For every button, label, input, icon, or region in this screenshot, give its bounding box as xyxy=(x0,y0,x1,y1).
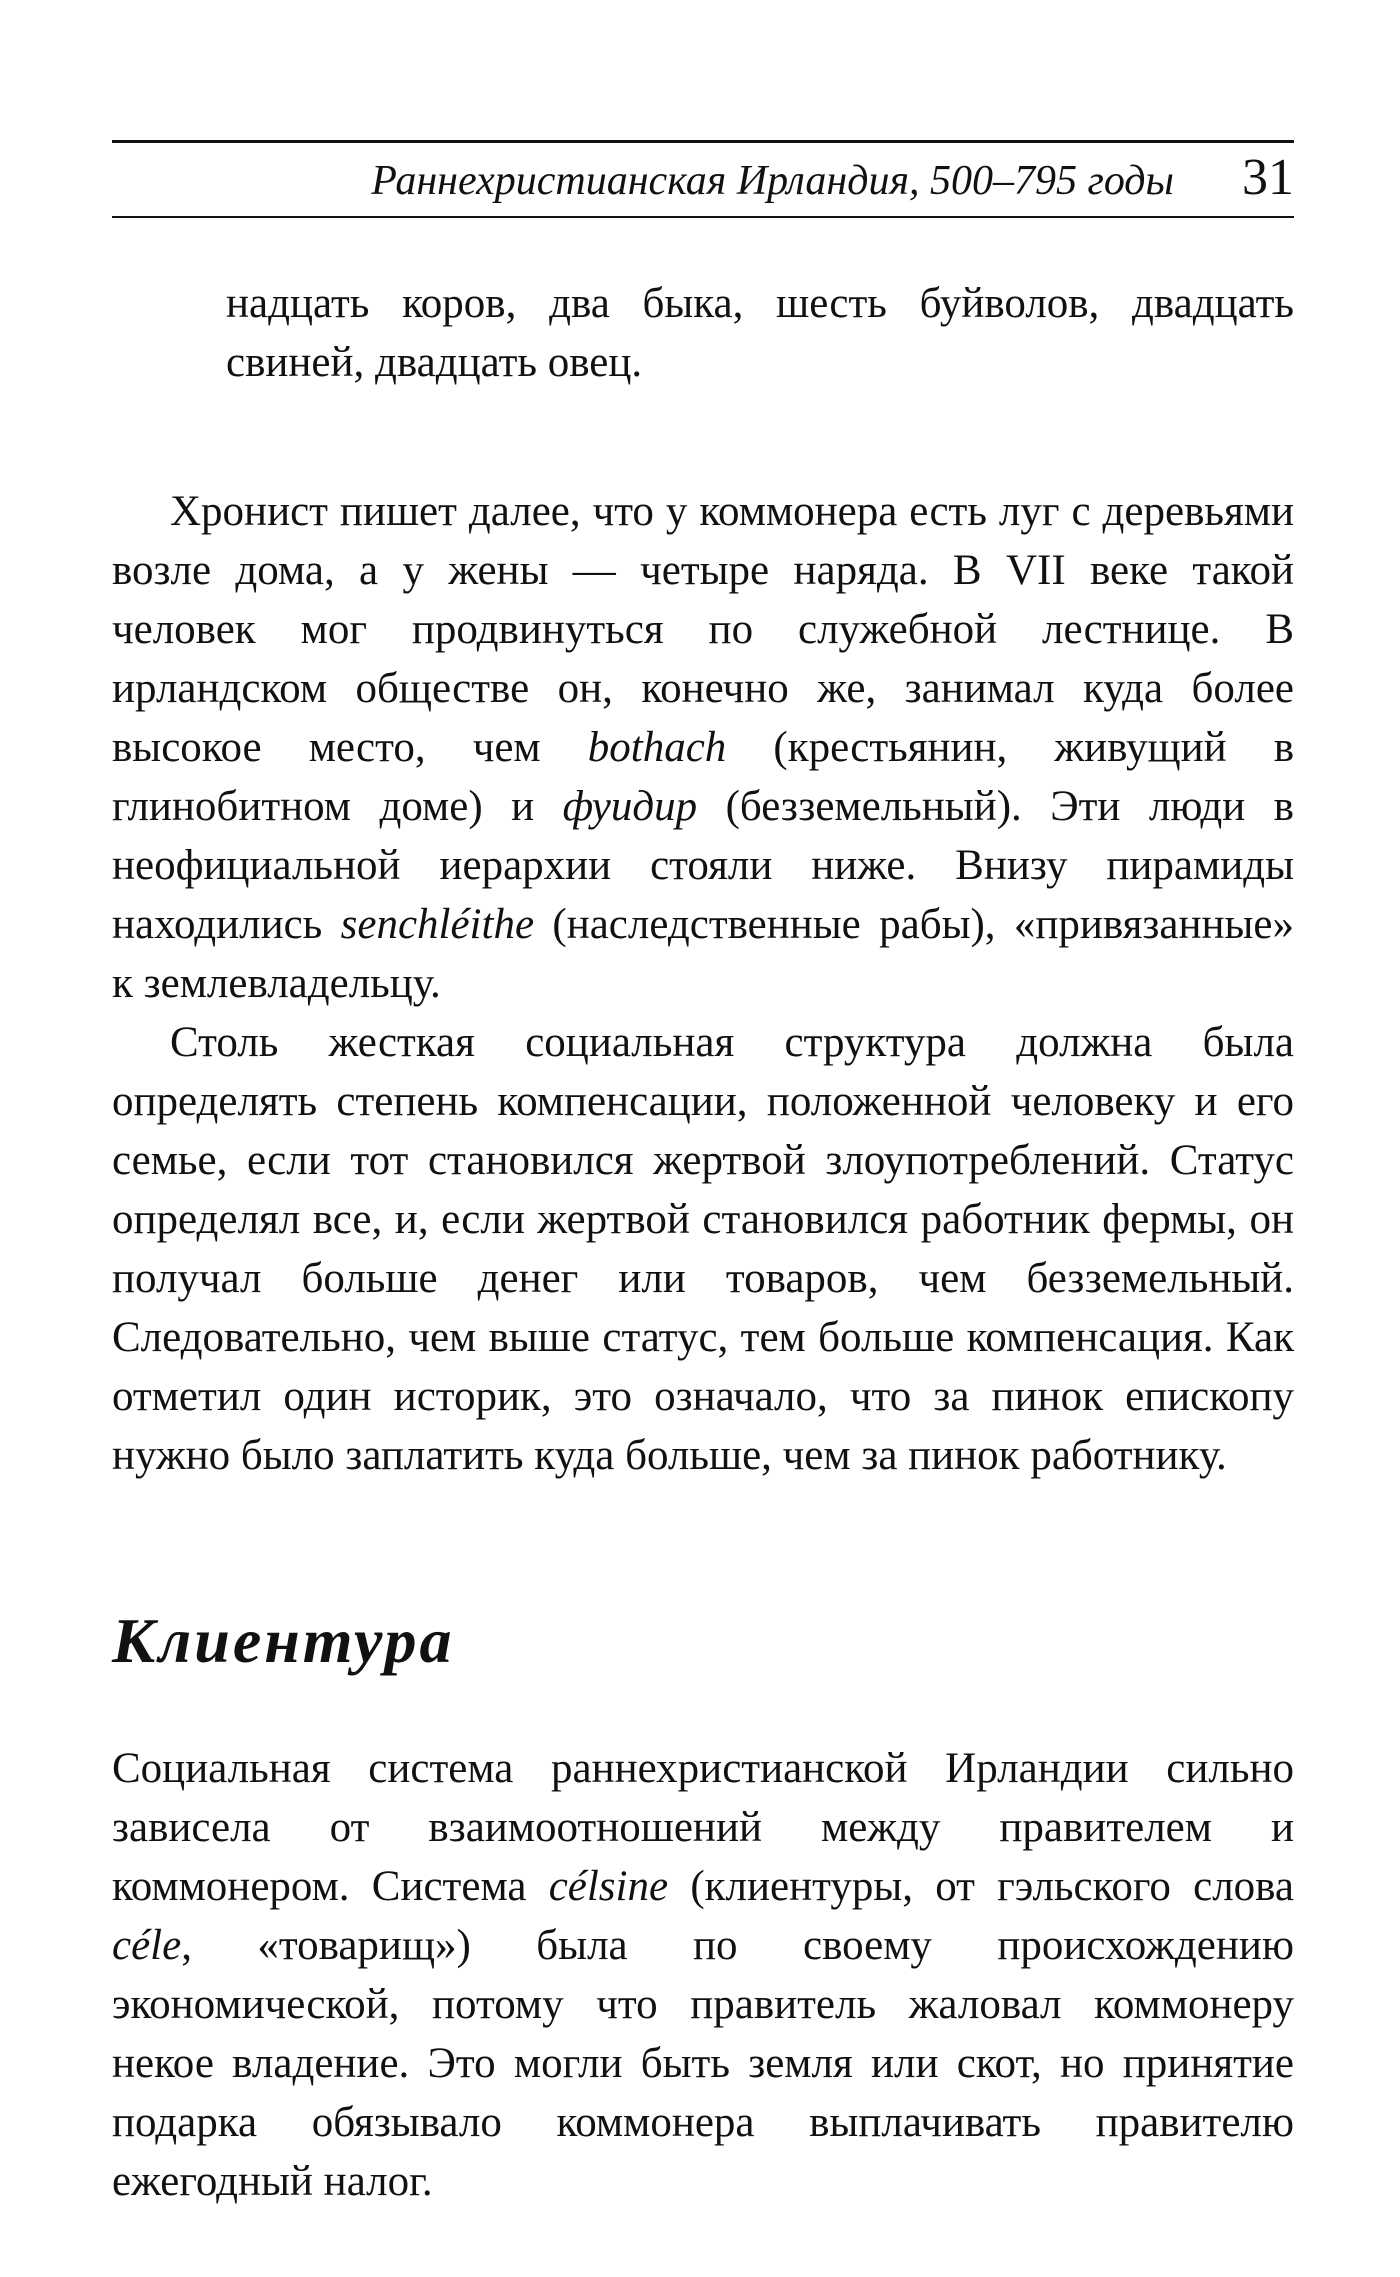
paragraph-text: (клиентуры, от гэльского слова xyxy=(668,1863,1294,1910)
paragraph-text: Социальная система раннехристианской Ирландии сильно зависела от взаимоотношений между правителем и коммонером. Система xyxy=(112,1745,1294,1910)
running-title: Раннехристианская Ирландия, 500–795 годы xyxy=(371,158,1174,204)
paragraph-clientship xyxy=(112,1739,1294,2211)
page-header xyxy=(112,140,1294,222)
term-cele: céle xyxy=(112,1922,182,1969)
term-bothach: bothach xyxy=(587,724,727,771)
paragraph-compensation: Столь жесткая социальная структура должна была определять степень компенсации, положенной человеку и его семье, если тот становился жертвой злоупотреблений. Статус определял все, и, если жертвой становился работник фермы, он получал больше денег или товаров, чем безземельный. Следовательно, чем выше статус, тем больше компенсация. Как отметил один историк, это означало, что за пинок епископу нужно было заплатить куда больше, чем за пинок работнику. xyxy=(112,1019,1294,1479)
paragraph-text: (безземельный). Эти люди в неофициальной иерархии стояли ниже. Внизу пирамиды находились xyxy=(112,783,1294,948)
paragraph-text: (наследственные рабы), «привязанные» к землевладельцу. xyxy=(112,901,1294,1007)
paragraph-text: , «товарищ») была по своему происхождению экономической, потому что правитель жаловал коммонеру некое владение. Это могли быть земля или скот, но принятие подарка обязывало коммонера выплачивать правителю ежегодный налог. xyxy=(112,1922,1294,2205)
section-heading: Клиентура xyxy=(112,1605,455,1676)
term-fuidir: фуидир xyxy=(562,783,698,830)
header-top-rule xyxy=(112,140,1294,143)
paragraph-text: (крестьянин, живущий в глинобитном доме) и xyxy=(112,724,1294,830)
book-page xyxy=(112,140,1294,2211)
term-senchleithe: senchléithe xyxy=(340,901,535,948)
term-celsine: célsine xyxy=(548,1863,669,1910)
paragraph-chronicler xyxy=(112,482,1294,1013)
page-number: 31 xyxy=(1242,149,1294,206)
header-bottom-rule xyxy=(112,216,1294,218)
quote-continuation: надцать коров, два быка, шесть буйволов, двадцать свиней, двадцать овец. xyxy=(226,280,1294,386)
paragraph-text: Хронист пишет далее, что у коммонера есть луг с деревьями возле дома, а у жены — четыре наряда. В VII веке такой человек мог продвинуться по служебной лестнице. В ирландском обществе он, конечно же, занимал куда более высокое место, чем xyxy=(112,488,1294,771)
